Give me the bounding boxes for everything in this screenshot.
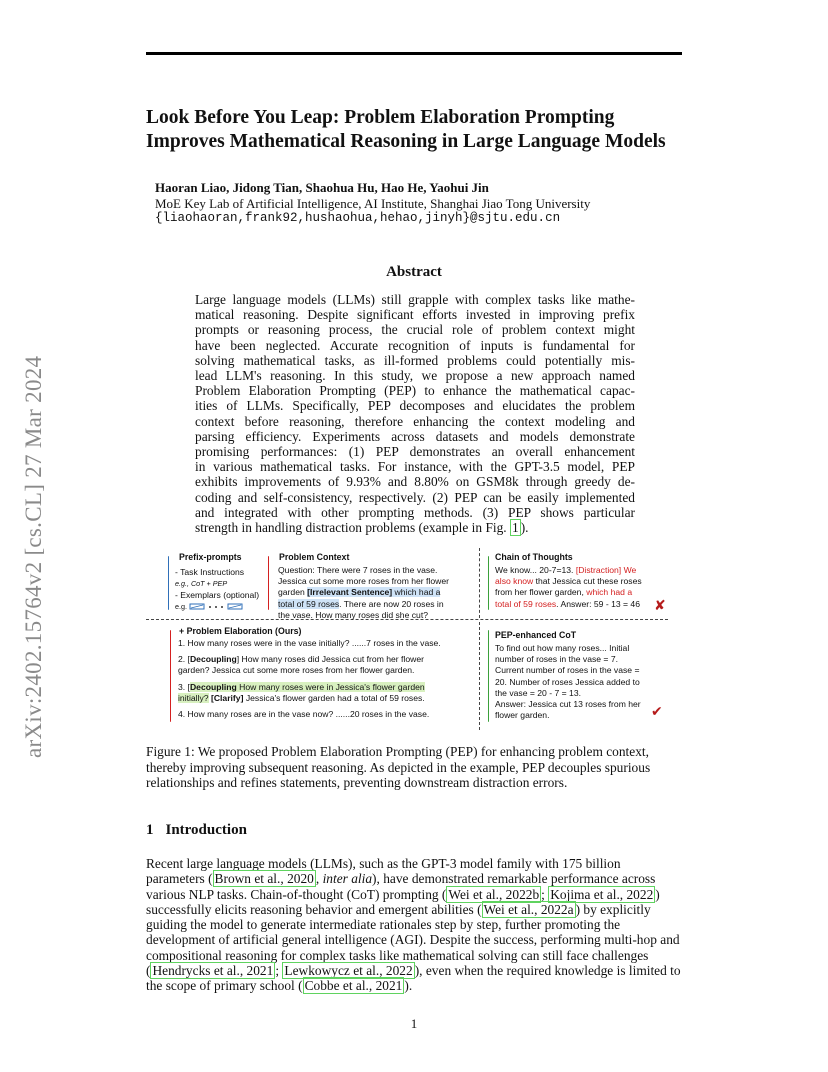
abstract-line: lead LLM's reasoning. In this study, we propose a new approach named [195,368,635,384]
pep-cot-line: the vase = 20 - 7 = 13. [495,687,581,698]
context-line: Question: There were 7 roses in the vase. [278,565,438,575]
pep-title: + Problem Elaboration (Ours) [179,626,302,636]
abstract-line: ities of LLMs. Specifically, PEP decomposes and elucidates the problem [195,398,635,414]
page-number: 1 [410,1016,418,1031]
prefix-item-exemplars: - Exemplars (optional) [175,590,260,600]
citation-link[interactable]: Kojima et al., 2022 [550,886,654,902]
cot-line3-pre: from her flower garden, [495,587,587,598]
citation-link[interactable]: Lewkowycz et al., 2022 [284,963,413,979]
abstract-line: prompts or reasoning process, the crucial role of problem context might [195,322,635,338]
pep-cot-line: Answer: Jessica cut 13 roses from her [495,699,641,710]
context-line: the vase. How many roses did she cut? [278,609,428,620]
intro-italic-text: inter alia [322,871,373,887]
context-line [278,587,468,598]
intro-text: ), even when the required knowledge is limited to the scope of primary school ( [146,963,681,994]
prefix-prompts-title: Prefix-prompts [179,552,242,562]
distraction-tag: [Distraction] We [575,565,637,575]
abstract-line: context before reasoning, therefore enhancing the context modeling and [195,413,635,429]
pep-cot-line: To find out how many roses... Initial [495,643,630,653]
abstract-line: coding and self-consistency, respectively. (2) PEP can be easily implemented [195,489,635,505]
context-line: Jessica cut some more roses from her flower [278,576,449,587]
decoupling-tag: Decoupling [189,654,237,665]
wrong-cross-icon: ✘ [654,597,666,613]
prefix-item-exemplars-example [175,601,249,612]
figure-1 [146,546,682,732]
cot-text [495,565,660,610]
pep-cot-line: flower garden. [495,710,550,721]
intro-text: Recent large language models (LLMs), such as the GPT-3 model family with 175 billion parameters ( [146,856,621,887]
intro-text: ). [404,978,413,994]
intro-text: ) successfully elicits reasoning behavior and emergent abilities ( [146,886,660,917]
citation-link[interactable]: Cobbe et al., 2021 [304,978,403,994]
intro-text: ) by explicitly guiding the model to generate intermediate rationales step by step, further promoting the development of artificial general intelligence (AGI). Despite the success, performing multi-hop and compositional reasoning for complex tasks like mathematical solving can still face challenges ( [146,901,680,979]
chain-of-thoughts-title: Chain of Thoughts [495,552,573,562]
cot-line [495,599,660,610]
pep-cot-text [495,643,660,721]
pep-step-2 [178,654,478,665]
pep-brace [170,630,171,722]
pep-step3-hl: How many roses were in Jessica's flower garden [236,681,425,692]
cot-line [495,576,660,587]
cot-line1: We know... 20-7=13. [495,565,576,575]
abstract-line: solving mathematical tasks, as ill-formed problems could potentially mis- [195,352,635,368]
intro-text: ), have demonstrated remarkable performance across various NLP tasks. Chain-of-thought (CoT) prompting ( [146,871,656,902]
cot-line [495,565,660,576]
context-line4-hl: total of 59 roses [278,598,340,609]
citation-link[interactable]: Hendrycks et al., 2021 [152,963,274,979]
context-line4-post: . There are now 20 roses in [339,598,444,609]
abstract-line: Problem Elaboration Prompting (PEP) to enhance the mathematical capac- [195,383,635,399]
intro-text: , [315,871,323,887]
figure-caption: Figure 1: We proposed Problem Elaboration Prompting (PEP) for enhancing problem context, thereby improving subsequent reasoning. As depicted in the example, PEP decouples spurious relationships and refines statements, preventing downstream distraction errors. [146,744,651,791]
context-line [278,599,468,610]
pep-step2-rest: ] How many roses did Jessica cut from her flower [236,654,424,665]
abstract-line: Large language models (LLMs) still grapple with complex tasks like mathe- [195,292,635,307]
section-title: Introduction [165,822,247,838]
cot-line2-post: that Jessica cut these roses [533,576,642,587]
cot-brace [488,556,489,610]
pep-step3-line2-post: Jessica's flower garden had a total of 59 roses. [243,692,425,703]
context-line3-post: which had a [392,587,441,598]
figure-ref-link[interactable]: 1 [512,520,519,536]
pep-step3-pre: 3. [ [178,681,190,692]
pep-cot-line: 20. Number of roses Jessica added to [495,676,640,687]
decoupling-tag: Decoupling [189,681,237,692]
pep-step-3-cont [178,693,478,704]
cot-line4-post: . Answer: 59 - 13 = 46 [556,598,640,609]
abstract-line: exhibits improvements of 9.93% and 8.80% on GSM8k through greedy de- [195,474,635,490]
abstract-body [195,292,635,535]
abstract-line [195,520,635,535]
abstract-last-suffix: ). [520,520,529,536]
prefix-item-task: - Task Instructions [175,567,245,577]
abstract-line: matical reasoning. Despite significant efforts invested in improving prefix [195,307,635,323]
abstract-line: and integrated with other prompting methods. (3) PEP shows particular [195,504,635,520]
pep-cot-title: PEP-enhanced CoT [495,630,577,640]
pep-step-4: 4. How many roses are in the vase now? ......20 roses in the vase. [178,709,430,720]
citation-link[interactable]: Wei et al., 2022a [483,901,574,917]
introduction-paragraph [146,856,682,994]
section-heading-introduction [146,822,247,839]
correct-check-icon: ✔ [651,703,663,719]
section-number: 1 [146,822,154,838]
problem-context-title: Problem Context [279,552,350,562]
figure-divider-vertical-top [479,548,480,618]
prefix-item-task-example: e.g., CoT + PEP [175,579,228,588]
paper-authors: Haoran Liao, Jidong Tian, Shaohua Hu, Hao He, Yaohui Jin [155,180,489,195]
pep-step3-line2-hl: initially? [178,692,209,703]
intro-text: ; [541,886,549,902]
prefix-brace [168,556,169,610]
paper-title: Look Before You Leap: Problem Elaboration Prompting Improves Mathematical Reasoning in Large Language Models [146,107,666,152]
context-brace [268,556,269,610]
pep-step-2-cont: garden? Jessica cut some more roses from her flower garden. [178,665,415,676]
arxiv-identifier: arXiv:2402.15764v2 [cs.CL] 27 Mar 2024 [21,355,46,758]
abstract-line: promising performances: (1) PEP demonstrates an overall enhancement [195,444,635,460]
irrelevant-sentence-tag: [Irrelevant Sentence] [307,587,393,598]
citation-link[interactable]: Wei et al., 2022b [448,886,540,902]
top-rule [146,52,682,55]
pep-step-1: 1. How many roses were in the vase initially? ......7 roses in the vase. [178,638,441,648]
cot-line4-red: total of 59 roses [495,598,557,609]
citation-link[interactable]: Brown et al., 2020 [214,871,314,887]
abstract-line: parsing efficiency. Experiments across datasets and models demonstrate [195,428,635,444]
pep-cot-brace [488,630,489,722]
pep-cot-line: Current number of roses in the vase = [495,665,640,676]
pep-cot-line: number of roses in the vase = 7. [495,654,619,665]
context-line3-pre: garden [278,587,308,598]
pep-step-3 [178,682,478,693]
intro-text: ; [275,963,283,979]
exemplar-blocks-icon [189,603,249,611]
paper-affiliation: MoE Key Lab of Artificial Intelligence, AI Institute, Shanghai Jiao Tong University [155,196,591,211]
pep-step2-pre: 2. [ [178,654,190,665]
abstract-heading: Abstract [386,264,442,280]
exemplars-eg-label: e.g. [175,602,187,611]
cot-line3-red: which had a [586,587,633,598]
pep-steps [178,638,478,720]
paper-emails: {liaohaoran,frank92,hushaohua,hehao,jinyh}@sjtu.edu.cn [155,211,561,225]
problem-context-text [278,565,468,621]
abstract-line: in various mathematical tasks. For instance, with the GPT-3.5 model, PEP [195,459,635,475]
cot-line2-red: also know [495,576,534,587]
clarify-tag: [Clarify] [208,692,244,703]
cot-line [495,587,660,598]
abstract-last-text: strength in handling distraction problems (example in Fig. [195,520,511,536]
abstract-line: have been neglected. Accurate recognition of inputs is fundamental for [195,337,635,353]
figure-divider-vertical-bottom [479,622,480,730]
